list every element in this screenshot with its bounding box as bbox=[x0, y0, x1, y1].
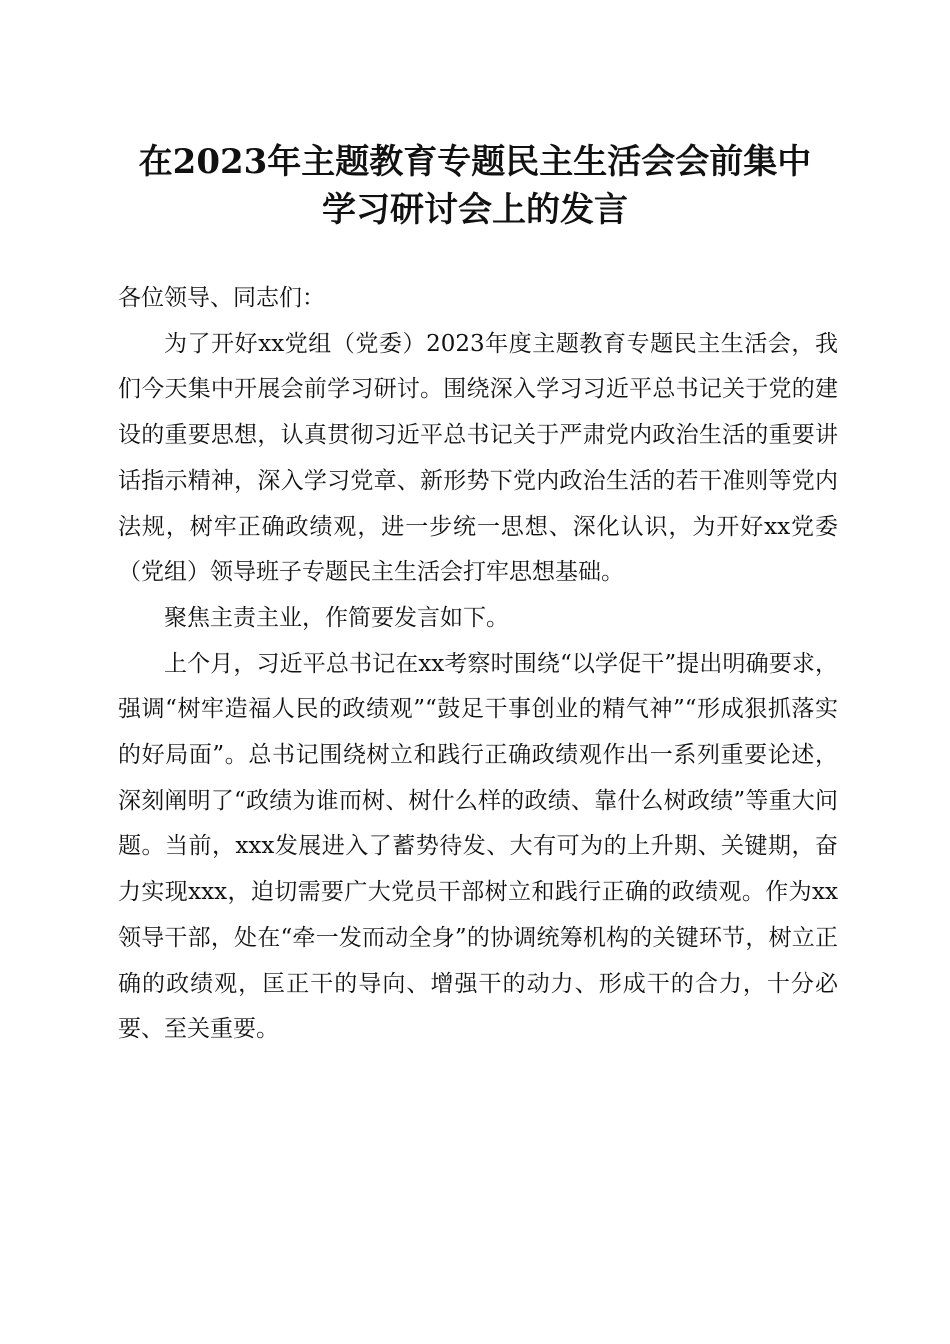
salutation: 各位领导、同志们： bbox=[118, 285, 325, 311]
document-body bbox=[118, 276, 838, 1053]
paragraph-1: 为了开好xx党组（党委）2023年度主题教育专题民主生活会，我们今天集中开展会前学习研讨。围绕深入学习习近平总书记关于党的建设的重要思想，认真贯彻习近平总书记关于严肃党内政治生活的重要讲话指示精神，深入学习党章、新形势下党内政治生活的若干准则等党内法规，树牢正确政绩观，进一步统一思想、深化认识，为开好xx党委（党组）领导班子专题民主生活会打牢思想基础。 bbox=[118, 330, 838, 586]
title-line-2: 学习研讨会上的发言 bbox=[322, 190, 628, 230]
title-line-1: 在2023年主题教育专题民主生活会会前集中 bbox=[138, 142, 812, 182]
paragraph-3: 上个月，习近平总书记在xx考察时围绕“以学促干”提出明确要求，强调“树牢造福人民的政绩观”“鼓足干事创业的精气神”“形成狠抓落实的好局面”。总书记围绕树立和践行正确政绩观作出一系列重要论述，深刻阐明了“政绩为谁而树、树什么样的政绩、靠什么树政绩”等重大问题。当前，xxx发展进入了蓄势待发、大有可为的上升期、关键期，奋力实现xxx，迫切需要广大党员干部树立和践行正确的政绩观。作为xx领导干部，处在“牵一发而动全身”的协调统筹机构的关键环节，树立正确的政绩观，匡正干的导向、增强干的动力、形成干的合力，十分必要、至关重要。 bbox=[118, 650, 838, 1043]
document-title bbox=[100, 138, 850, 234]
paragraph-2: 聚焦主责主业，作简要发言如下。 bbox=[164, 604, 509, 631]
